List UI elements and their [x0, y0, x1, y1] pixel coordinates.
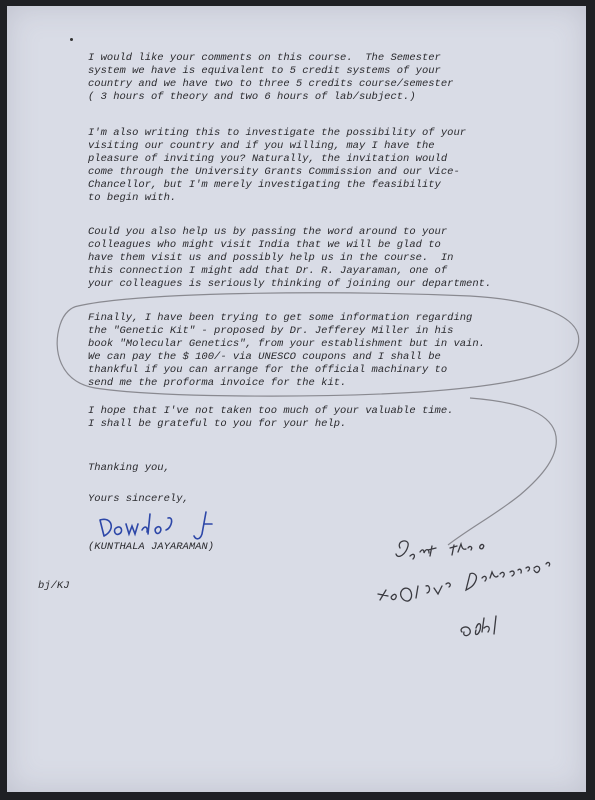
paragraph-course-comments: I would like your comments on this course. The Semester system we have is equivalent to 5 credit systems of your country and we have two to three 5 credits course/semester ( 3 hours of theory and two 6 hours of lab/subject.) [88, 52, 454, 103]
paragraph-invitation: I'm also writing this to investigate the possibility of your visiting our country and if you willing, may I have the pleasure of inviting you? Naturally, the invitation would come through the University Grants Commission and our Vice- Chancellor, but I'm merely investigating the feasibility to begin with. [88, 127, 467, 204]
paragraph-colleagues: Could you also help us by passing the word around to your colleagues who might visit India that we will be glad to have them visit us and possibly help us in the course. In this connection I might add that Dr. R. Jayaraman, one of your colleagues is seriously thinking of joining our department. [88, 226, 492, 290]
paragraph-genetic-kit: Finally, I have been trying to get some information regarding the "Genetic Kit" - proposed by Dr. Jefferey Miller in his book "Molecular Genetics", from your establishment but in vain. We can pay the $ 100/- via UNESCO coupons and I shall be thankful if you can arrange for the official machinary to send me the proforma invoice for the kit. [88, 312, 485, 389]
paragraph-closing-remark: I hope that I've not taken too much of your valuable time. I shall be grateful to you for your help. [88, 405, 454, 430]
pencil-loop-annotation [57, 293, 579, 545]
reference-initials: bj/KJ [38, 580, 70, 592]
typed-name: (KUNTHALA JAYARAMAN) [88, 541, 215, 553]
signoff: Yours sincerely, [88, 493, 189, 505]
closing-thanks: Thanking you, [88, 462, 170, 474]
signature [100, 512, 212, 539]
handwritten-note [378, 541, 550, 636]
